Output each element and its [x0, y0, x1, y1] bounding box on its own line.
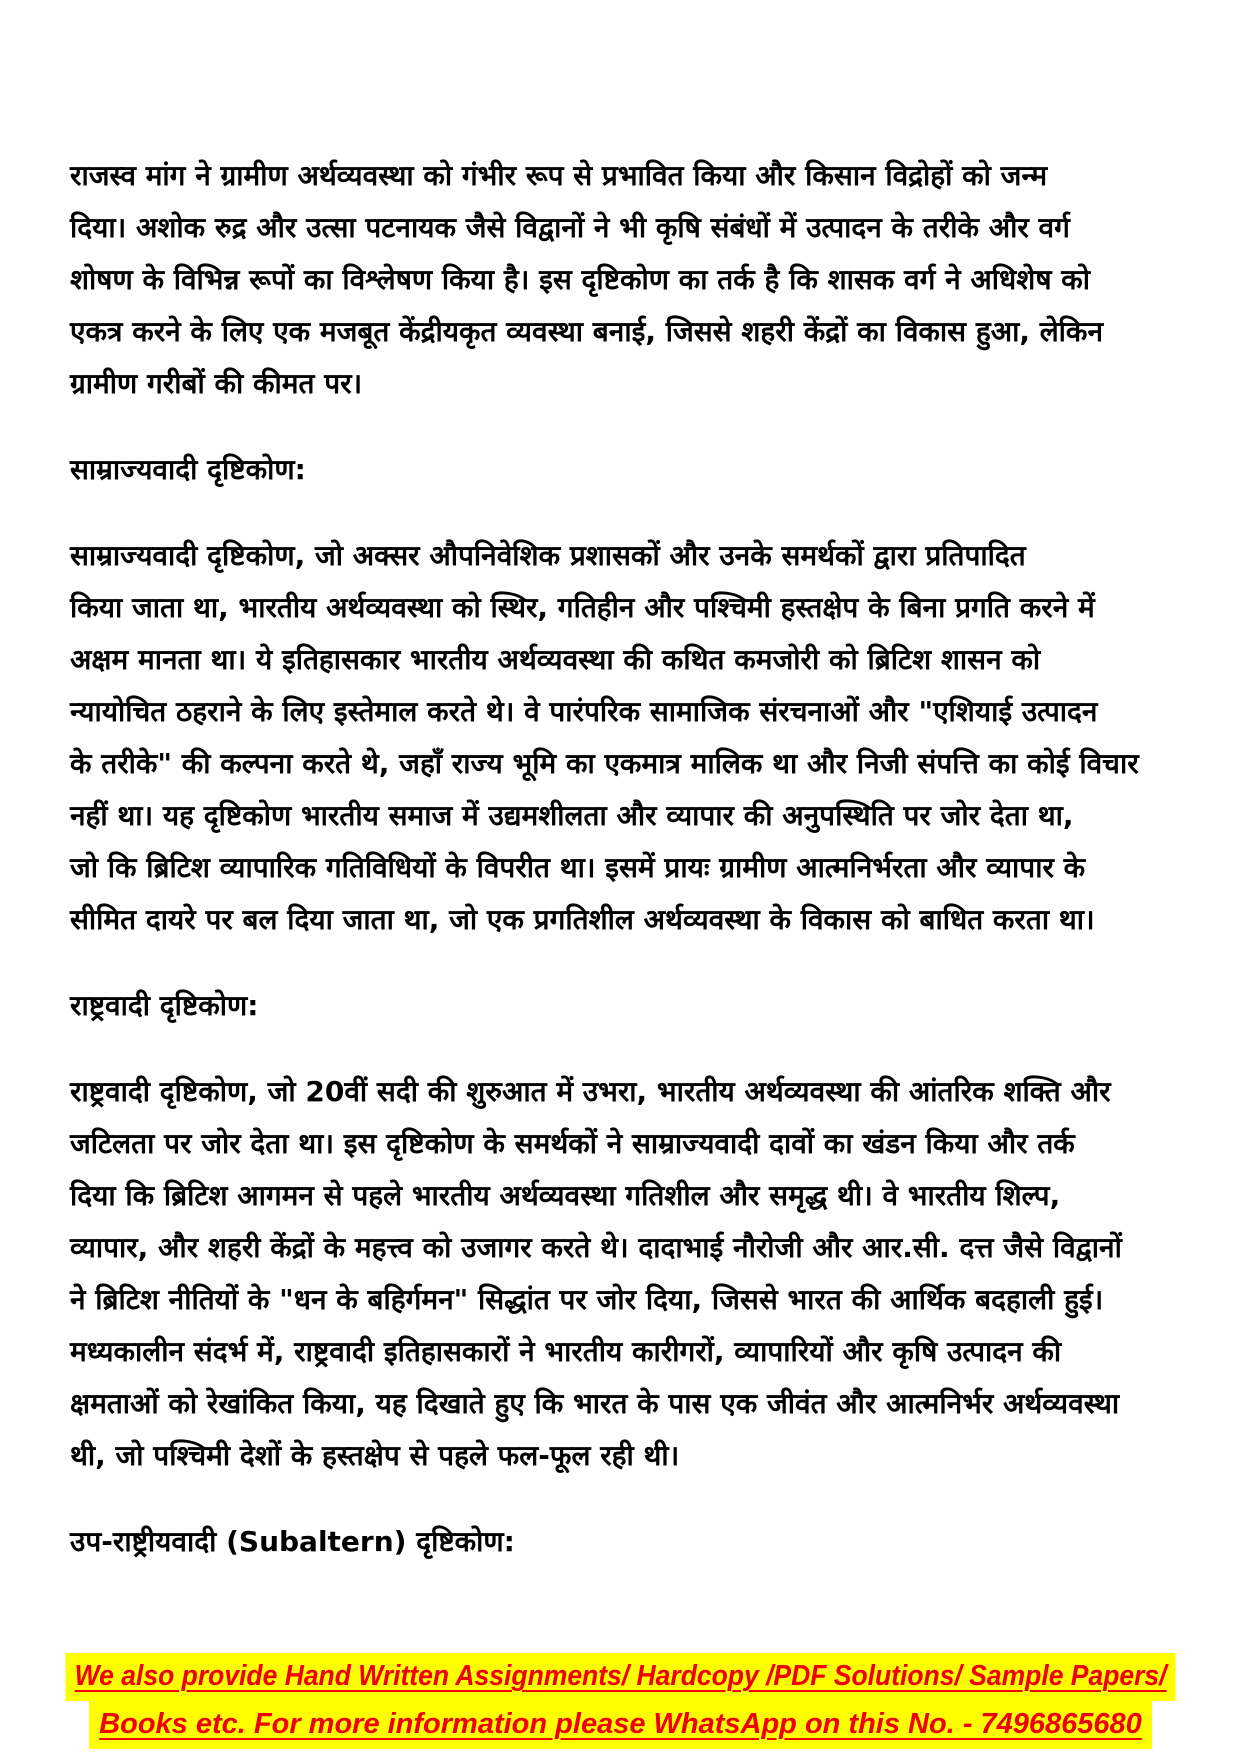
- text-line: सीमित दायरे पर बल दिया जाता था, जो एक प्रगतिशील अर्थव्यवस्था के विकास को बाधित करता था।: [70, 903, 1095, 936]
- text-line: किया जाता था, भारतीय अर्थव्यवस्था को स्थिर, गतिहीन और पश्चिमी हस्तक्षेप के बिना प्रगति करने में: [70, 591, 1095, 624]
- text-line: ग्रामीण गरीबों की कीमत पर।: [70, 367, 363, 400]
- text-line: दिया। अशोक रुद्र और उत्सा पटनायक जैसे विद्वानों ने भी कृषि संबंधों में उत्पादन के तरीके और वर्ग: [70, 211, 1070, 244]
- promo-footer-line: [0, 1701, 1241, 1749]
- promo-footer-line: [0, 1653, 1241, 1701]
- text-line: ने ब्रिटिश नीतियों के "धन के बहिर्गमन" सिद्धांत पर जोर दिया, जिससे भारत की आर्थिक बदहाली हुई।: [70, 1283, 1104, 1316]
- text-line: मध्यकालीन संदर्भ में, राष्ट्रवादी इतिहासकारों ने भारतीय कारीगरों, व्यापारियों और कृषि उत्पादन की: [70, 1335, 1062, 1368]
- promo-highlight-text: Books etc. For more information please WhatsApp on this No. - 7496865680: [89, 1701, 1152, 1749]
- text-line: क्षमताओं को रेखांकित किया, यह दिखाते हुए कि भारत के पास एक जीवंत और आत्मनिर्भर अर्थव्यवस्था: [70, 1387, 1120, 1420]
- text-line: न्यायोचित ठहराने के लिए इस्तेमाल करते थे। वे पारंपरिक सामाजिक संरचनाओं और "एशियाई उत्पादन: [70, 695, 1098, 728]
- section-heading-subaltern: उप-राष्ट्रीयवादी (Subaltern) दृष्टिकोण:: [70, 1525, 515, 1558]
- paragraph-imperialist: [70, 530, 1182, 946]
- section-heading-imperialist: साम्राज्यवादी दृष्टिकोण:: [70, 453, 306, 486]
- text-line: शोषण के विभिन्न रूपों का विश्लेषण किया है। इस दृष्टिकोण का तर्क है कि शासक वर्ग ने अधिशेष को: [70, 263, 1091, 296]
- section-heading-nationalist: राष्ट्रवादी दृष्टिकोण:: [70, 989, 259, 1022]
- text-line: राष्ट्रवादी दृष्टिकोण, जो 20वीं सदी की शुरुआत में उभरा, भारतीय अर्थव्यवस्था की आंतरिक शक्ति और: [70, 1075, 1111, 1108]
- text-line: जो कि ब्रिटिश व्यापारिक गतिविधियों के विपरीत था। इसमें प्रायः ग्रामीण आत्मनिर्भरता और व्यापार के: [70, 851, 1086, 884]
- promo-highlight-text: We also provide Hand Written Assignments/ Hardcopy /PDF Solutions/ Sample Papers/: [65, 1653, 1175, 1701]
- paragraph-nationalist: [70, 1066, 1182, 1482]
- text-line: के तरीके" की कल्पना करते थे, जहाँ राज्य भूमि का एकमात्र मालिक था और निजी संपत्ति का कोई विचार: [70, 747, 1139, 780]
- text-line: नहीं था। यह दृष्टिकोण भारतीय समाज में उद्यमशीलता और व्यापार की अनुपस्थिति पर जोर देता था,: [70, 799, 1074, 832]
- text-line: दिया कि ब्रिटिश आगमन से पहले भारतीय अर्थव्यवस्था गतिशील और समृद्ध थी। वे भारतीय शिल्प,: [70, 1179, 1061, 1212]
- text-line: राजस्व मांग ने ग्रामीण अर्थव्यवस्था को गंभीर रूप से प्रभावित किया और किसान विद्रोहों को जन्म: [70, 159, 1048, 192]
- text-line: थी, जो पश्चिमी देशों के हस्तक्षेप से पहले फल-फूल रही थी।: [70, 1439, 680, 1472]
- text-line: साम्राज्यवादी दृष्टिकोण, जो अक्सर औपनिवेशिक प्रशासकों और उनके समर्थकों द्वारा प्रतिपादित: [70, 539, 1026, 572]
- document-body: [70, 150, 1182, 1602]
- paragraph-marxist-continued: [70, 150, 1182, 410]
- text-line: अक्षम मानता था। ये इतिहासकार भारतीय अर्थव्यवस्था की कथित कमजोरी को ब्रिटिश शासन को: [70, 643, 1041, 676]
- text-line: व्यापार, और शहरी केंद्रों के महत्त्व को उजागर करते थे। दादाभाई नौरोजी और आर.सी. दत्त जैसे विद्वानों: [70, 1231, 1122, 1264]
- text-line: जटिलता पर जोर देता था। इस दृष्टिकोण के समर्थकों ने साम्राज्यवादी दावों का खंडन किया और तर्क: [70, 1127, 1075, 1160]
- text-line: एकत्र करने के लिए एक मजबूत केंद्रीयकृत व्यवस्था बनाई, जिससे शहरी केंद्रों का विकास हुआ, लेकिन: [70, 315, 1103, 348]
- promo-footer: [0, 1653, 1241, 1749]
